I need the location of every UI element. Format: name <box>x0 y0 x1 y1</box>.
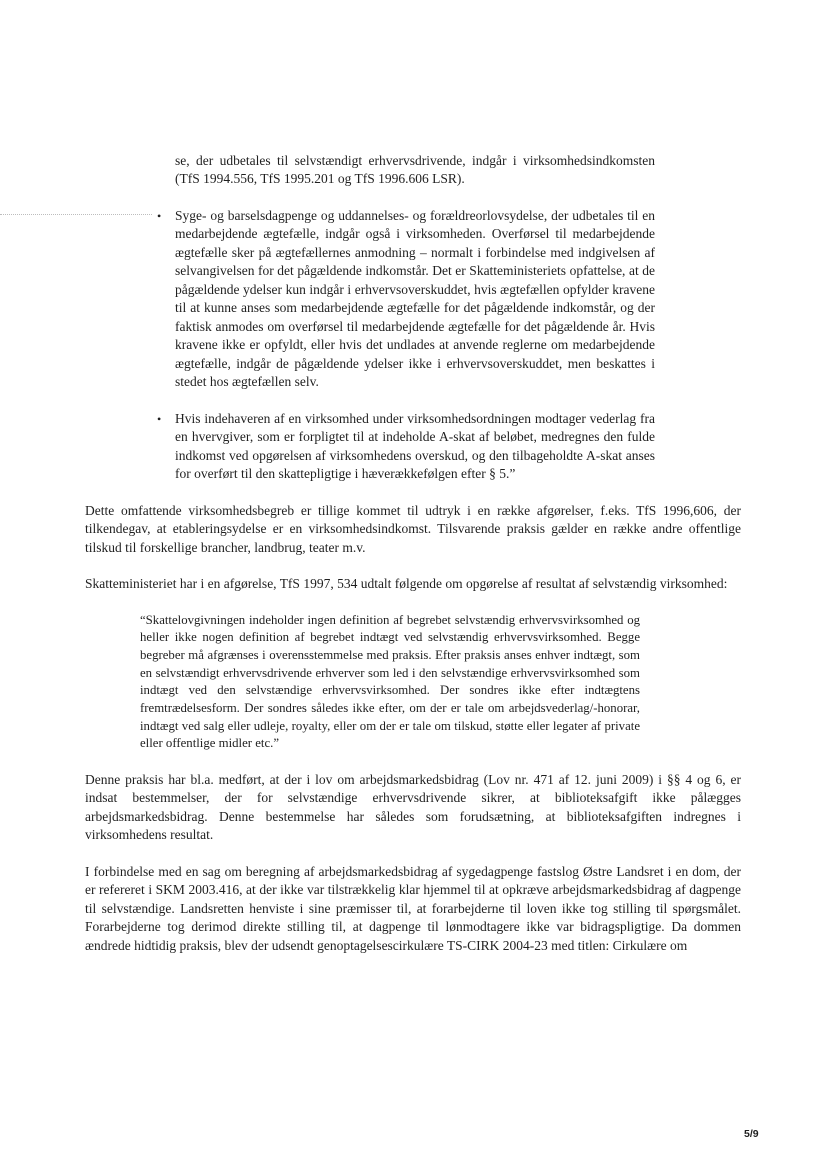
paragraph: Dette omfattende virksomhedsbegreb er tillige kommet til udtryk i en række afgørelser, f.eks. TfS 1996,606, der tilkendegav, at etableringsydelse er en virksomhedsindkomst. Tilsvarende praksis gælder en række andre offentlige tilskud til forskellige brancher, landbrug, teater m.v. <box>85 502 741 555</box>
paragraph: I forbindelse med en sag om beregning af arbejdsmarkedsbidrag af sygedagpenge fastslog Østre Landsret i en dom, der er refereret i SKM 2003.416, at der ikke var tilstrækkelig klar hjemmel til at opkræve arbejdsmarkedsbidrag af dagpenge til selvstændige. Landsretten henviste i sine præmisser til, at forarbejderne til loven ikke tog stilling til spørgsmålet. Forarbejderne tog derimod direkte stilling til, at dagpenge til lønmodtagere ikke var bidragspligtige. Da dommen ændrede hidtidig praksis, blev der udsendt genoptagelsescirkulære TS-CIRK 2004-23 med titlen: Cirkulære om <box>85 863 741 953</box>
bullet-item <box>157 410 655 484</box>
bullet-text: Syge- og barselsdagpenge og uddannelses- og forældreorlovsydelse, der udbetales til en medarbejdende ægtefælle, indgår også i virksomheden. Overførsel til medarbejdende ægtefælle sker på ægtefællernes anmodning – normalt i forbindelse med indgivelsen af selvangivelsen for det pågældende indkomstår. Det er Skatteministeriets opfattelse, at de pågældende ydelser kun indgår i erhvervsoverskuddet, hvis ægtefællen opfylder kravene til at kunne anses som medarbejdende ægtefælle for det pågældende indkomstår, og der faktisk anmodes om overførsel til medarbejdende ægtefælle for det pågældende år. Hvis kravene ikke er opfyldt, eller hvis det undlades at anvende reglerne om medarbejdende ægtefælle, indgår de pågældende ydelser ikke i erhvervsoverskuddet, men beskattes i stedet hos ægtefællen selv. <box>175 207 655 390</box>
bullet-text: Hvis indehaveren af en virksomhed under virksomhedsordningen modtager vederlag fra en hvervgiver, som er forpligtet til at indeholde A-skat af beløbet, medregnes den fulde indkomst ved opgørelsen af virksomhedens overskud, og den tilbageholdte A-skat anses for overført til den skattepligtige i hæverækkefølgen efter § 5.” <box>175 410 655 482</box>
paragraph: Skatteministeriet har i en afgørelse, TfS 1997, 534 udtalt følgende om opgørelse af resultat af selvstændig virksomhed: <box>85 576 728 592</box>
bullet-item <box>157 207 655 392</box>
bullet-marker: • <box>157 411 162 426</box>
paragraph: Denne praksis har bl.a. medført, at der i lov om arbejdsmarkedsbidrag (Lov nr. 471 af 12. juni 2009) i §§ 4 og 6, er indsat bestemmelser, der for selvstændige erhvervsdrivende sikrer, at biblioteksafgift ikke pålægges arbejdsmarkedsbidrag. Denne bestemmelse har således som forudsætning, at biblioteksafgiften indregnes i virksomhedens resultat. <box>85 771 741 843</box>
continuation-paragraph: se, der udbetales til selvstændigt erhvervsdrivende, indgår i virksomhedsindkomsten (TfS 1994.556, TfS 1995.201 og TfS 1996.606 LSR). <box>175 153 655 187</box>
footer-page-number: 5/9 <box>744 1128 759 1140</box>
quote-block: “Skattelovgivningen indeholder ingen definition af begrebet selvstændig erhvervsvirksomhed og heller ikke nogen definition af begrebet indtægt ved selvstændig erhvervsvirksomhed. Begge begreber må afgrænses i overensstemmelse med praksis. Efter praksis anses enhver indtægt, som en selvstændigt erhvervsdrivende erhverver som led i den selvstændige erhvervsvirksomhed som indtægt ved den selvstændige erhvervsvirksomhed. Der sondres ikke efter indtægtens fremtrædelsesform. Der sondres således ikke efter, om der er tale om arbejdsvederlag/-honorar, indtægt ved salg eller udleje, royalty, eller om der er tale om tilskud, støtte eller legater af private eller offentlige midler etc.” <box>140 612 640 751</box>
bullet-marker: • <box>157 208 162 223</box>
content-area <box>85 152 741 973</box>
